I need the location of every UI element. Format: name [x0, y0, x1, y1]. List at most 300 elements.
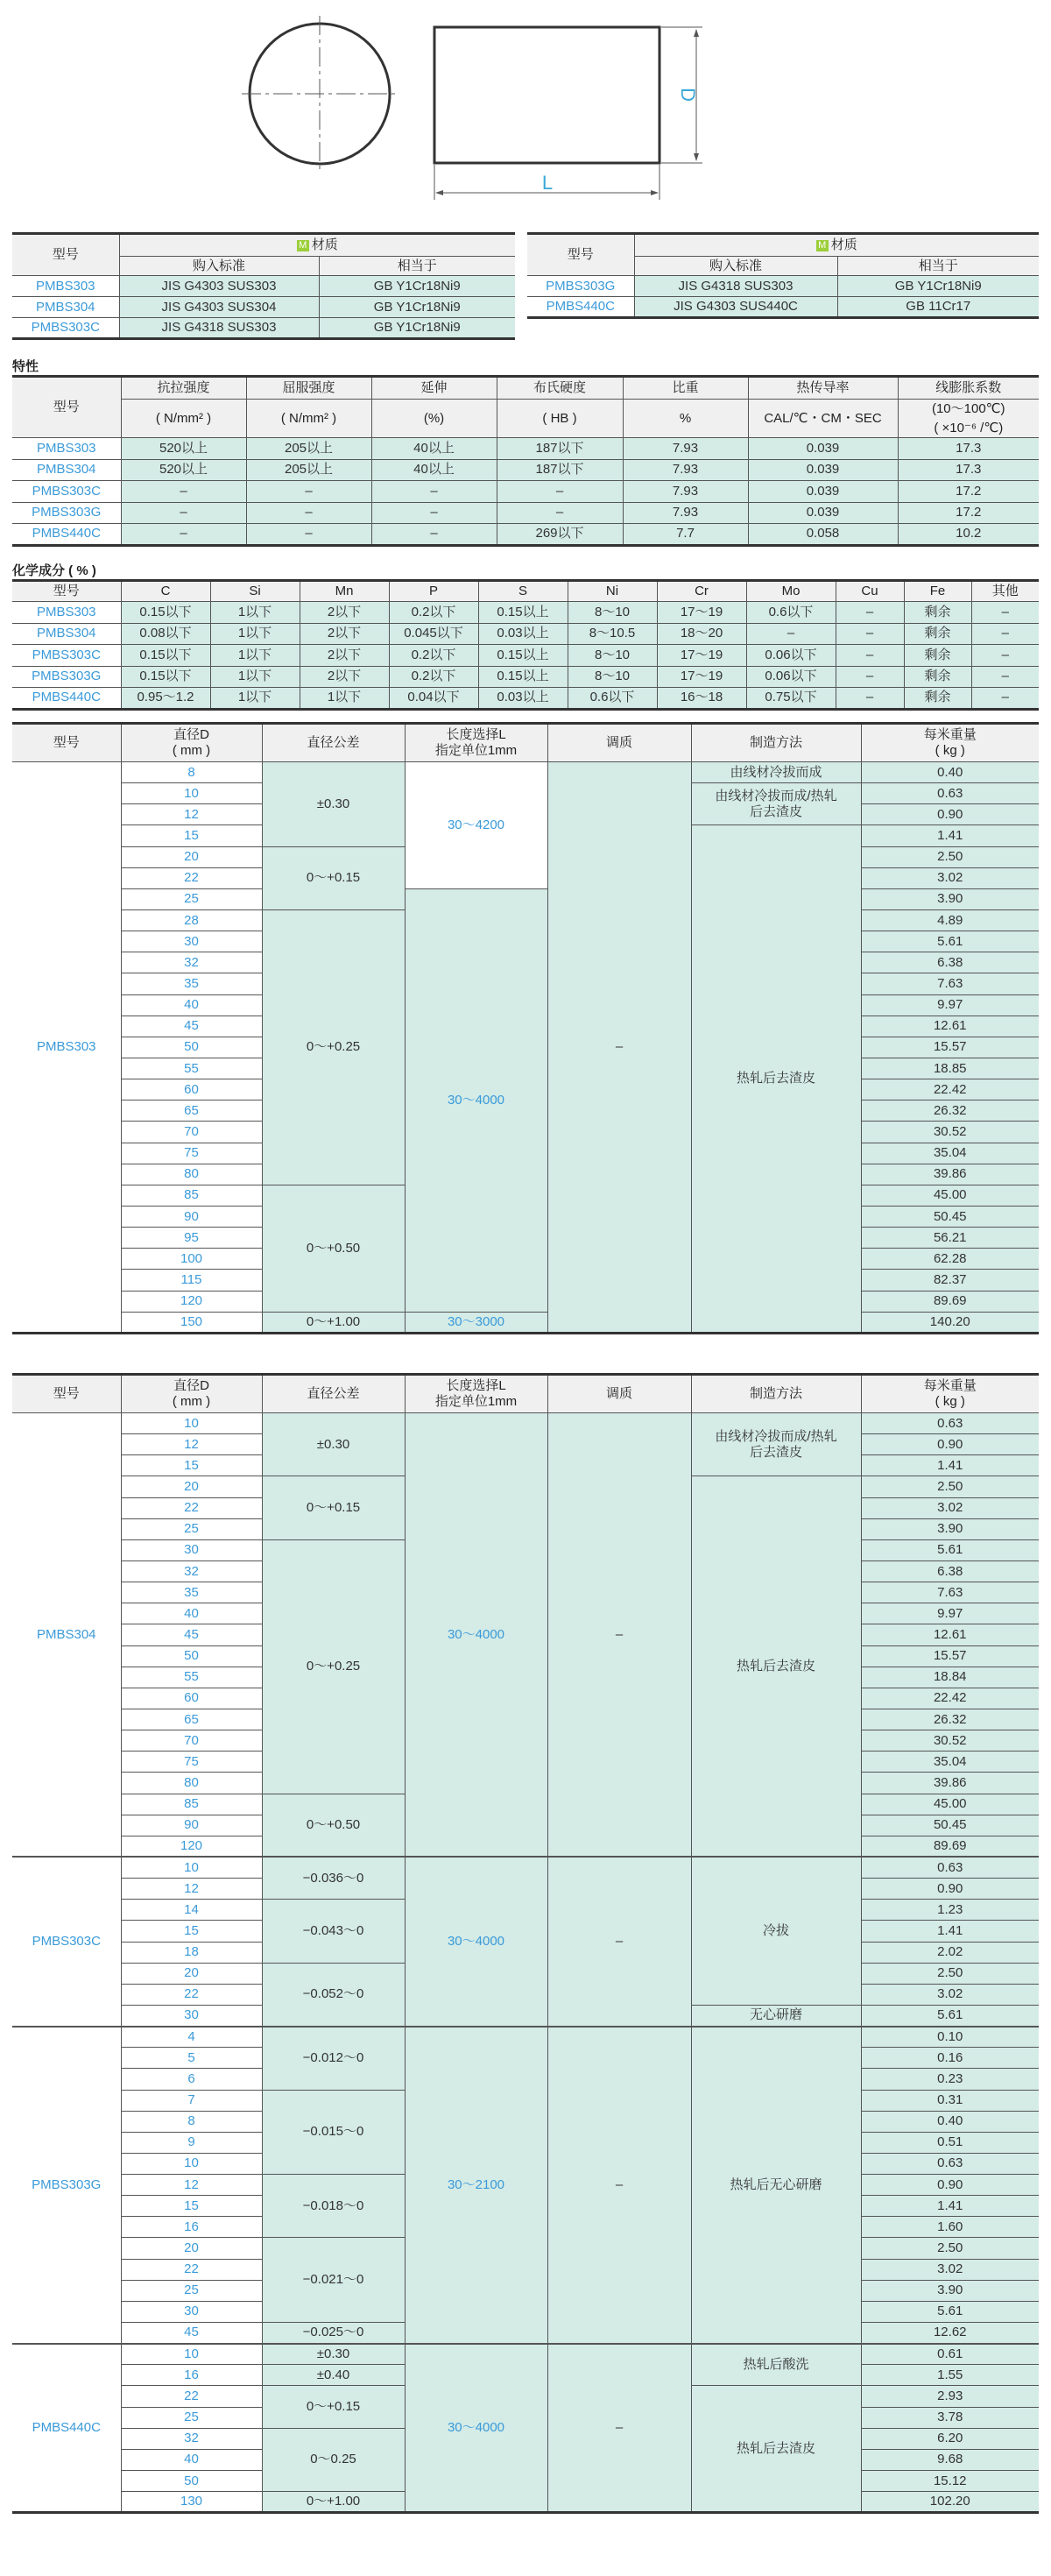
table-row: [12, 2344, 1039, 2365]
weight-cell: 39.86: [861, 1773, 1039, 1794]
weight-cell: 0.90: [861, 1434, 1039, 1455]
value-cell: 17.3: [898, 438, 1039, 460]
diameter-cell: 40: [121, 994, 262, 1016]
unit-line: (10～100℃): [931, 400, 1005, 416]
table-row: [12, 524, 1039, 546]
table-row: [12, 481, 1039, 503]
value-cell: 2以下: [300, 623, 389, 645]
diameter-cell: 75: [121, 1143, 262, 1164]
value-cell: 187以下: [497, 438, 623, 460]
value-cell: 0.03以上: [478, 688, 568, 710]
diameter-cell: 40: [121, 2449, 262, 2470]
column-header: S: [478, 581, 568, 602]
diameter-cell: 28: [121, 909, 262, 931]
value-cell: 7.93: [623, 459, 748, 481]
value-cell: –: [246, 481, 371, 503]
column-header: 型号: [12, 377, 121, 438]
value-cell: 剩余: [904, 623, 971, 645]
weight-cell: 1.23: [861, 1900, 1039, 1921]
rod-side-view: [434, 27, 660, 163]
table-row: [12, 1312, 1039, 1333]
table-row: [12, 318, 515, 339]
value-cell: –: [497, 481, 623, 503]
diameter-cell: 25: [121, 1518, 262, 1539]
diameter-cell: 130: [121, 2492, 262, 2513]
diameter-cell: 12: [121, 804, 262, 825]
temper-header-text: 调质: [605, 735, 632, 750]
dim-l-arrow-right: [651, 190, 659, 195]
diameter-cell: 150: [121, 1312, 262, 1333]
diameter-cell: 20: [121, 846, 262, 867]
diameter-cell: 15: [121, 1921, 262, 1942]
value-cell: 2以下: [300, 602, 389, 624]
diameter-header: [121, 724, 262, 762]
table-row: [12, 645, 1039, 667]
value-cell: 7.93: [623, 438, 748, 460]
diameter-cell: 15: [121, 1455, 262, 1476]
table-row: [12, 688, 1039, 710]
diameter-cell: 10: [121, 1857, 262, 1878]
value-cell: 205以上: [246, 438, 371, 460]
value-cell: 0.08以下: [121, 623, 210, 645]
value-cell: JIS G4303 SUS303: [119, 276, 319, 297]
method-header-text: 制造方法: [749, 735, 802, 750]
weight-cell: 3.78: [861, 2407, 1039, 2428]
diameter-cell: 30: [121, 1539, 262, 1560]
unit-header: ( N/mm² ): [121, 400, 246, 438]
weight-cell: 50.45: [861, 1815, 1039, 1836]
value-cell: 17～19: [657, 602, 746, 624]
length-cell: 30～2100: [405, 2027, 547, 2344]
method-cell: 由线材冷拔而成/热轧后去渣皮: [691, 1413, 861, 1476]
value-cell: 0.045以下: [389, 623, 478, 645]
column-header: Mn: [300, 581, 389, 602]
material-table-left: [12, 232, 515, 340]
model-cell: PMBS303G: [12, 2027, 121, 2344]
value-cell: 0.039: [748, 438, 898, 460]
tolerance-cell: −0.018～0: [262, 2175, 405, 2238]
weight-cell: 22.42: [861, 1079, 1039, 1100]
diameter-cell: 85: [121, 1794, 262, 1815]
tolerance-cell: −0.036～0: [262, 1857, 405, 1899]
value-cell: 剩余: [904, 688, 971, 710]
diameter-cell: 40: [121, 1603, 262, 1624]
weight-cell: 0.40: [861, 762, 1039, 783]
diameter-cell: 25: [121, 888, 262, 909]
value-cell: –: [836, 602, 904, 624]
diameter-cell: 16: [121, 2217, 262, 2238]
model-cell: PMBS304: [12, 297, 119, 318]
diameter-header-text: 直径D: [173, 1378, 209, 1393]
column-header: 线膨胀系数: [898, 377, 1039, 400]
value-cell: 8～10.5: [568, 623, 657, 645]
weight-cell: 3.90: [861, 1518, 1039, 1539]
diameter-cell: 22: [121, 1984, 262, 2005]
column-header: 布氏硬度: [497, 377, 623, 400]
column-header: Cr: [657, 581, 746, 602]
weight-cell: 4.89: [861, 909, 1039, 931]
unit-header: %: [623, 400, 748, 438]
weight-cell: 3.90: [861, 888, 1039, 909]
value-cell: 520以上: [121, 459, 246, 481]
weight-cell: 5.61: [861, 2301, 1039, 2322]
model-cell: PMBS440C: [12, 524, 121, 546]
diameter-cell: 45: [121, 1624, 262, 1645]
tolerance-header: [262, 724, 405, 762]
model-header: 型号: [12, 234, 119, 276]
weight-cell: 89.69: [861, 1836, 1039, 1857]
diameter-cell: 22: [121, 2386, 262, 2407]
model-cell: PMBS303C: [12, 1857, 121, 2026]
model-cell: PMBS303: [12, 276, 119, 297]
value-cell: 1以下: [210, 602, 300, 624]
weight-cell: 35.04: [861, 1752, 1039, 1773]
value-cell: –: [246, 524, 371, 546]
diameter-cell: 22: [121, 1497, 262, 1518]
value-cell: 0.6以下: [746, 602, 836, 624]
tolerance-cell: ±0.30: [262, 1413, 405, 1476]
diameter-cell: 22: [121, 867, 262, 888]
table-row: [527, 276, 1039, 297]
column-header: 屈服强度: [246, 377, 371, 400]
temper-header: [547, 724, 691, 762]
value-cell: 0.15以上: [478, 666, 568, 688]
diameter-header-unit: ( mm ): [172, 743, 211, 758]
diameter-cell: 65: [121, 1709, 262, 1730]
value-cell: 剩余: [904, 602, 971, 624]
size-table-303: [12, 722, 1039, 1334]
value-cell: –: [836, 666, 904, 688]
model-header: [12, 1375, 121, 1413]
model-cell: PMBS304: [12, 623, 121, 645]
diameter-cell: 55: [121, 1058, 262, 1079]
value-cell: 269以下: [497, 524, 623, 546]
tolerance-cell: −0.043～0: [262, 1900, 405, 1963]
weight-cell: 18.85: [861, 1058, 1039, 1079]
value-cell: 0.039: [748, 481, 898, 503]
weight-cell: 15.57: [861, 1037, 1039, 1058]
weight-cell: 7.63: [861, 973, 1039, 994]
diameter-cell: 50: [121, 2471, 262, 2492]
tolerance-header: [262, 1375, 405, 1413]
weight-cell: 89.69: [861, 1291, 1039, 1312]
column-header: Cu: [836, 581, 904, 602]
method-cell: 无心研磨: [691, 2005, 861, 2026]
table-row: [12, 2027, 1039, 2048]
value-cell: –: [971, 688, 1039, 710]
table-row: [12, 762, 1039, 783]
value-cell: 0.15以上: [478, 645, 568, 667]
length-cell: 30～4000: [405, 888, 547, 1312]
method-cell: 由线材冷拔而成: [691, 762, 861, 783]
diameter-cell: 12: [121, 2175, 262, 2196]
diameter-cell: 55: [121, 1667, 262, 1688]
weight-cell: 0.90: [861, 1879, 1039, 1900]
diameter-header-text: 直径D: [173, 727, 209, 742]
table-row: [12, 602, 1039, 624]
weight-cell: 3.90: [861, 2280, 1039, 2301]
model-cell: PMBS303G: [12, 666, 121, 688]
value-cell: 0.15以下: [121, 666, 210, 688]
dim-l-arrow-left: [435, 190, 443, 195]
weight-cell: 3.02: [861, 1984, 1039, 2005]
tolerance-header-text: 直径公差: [307, 735, 360, 750]
diameter-cell: 15: [121, 2196, 262, 2217]
value-cell: JIS G4318 SUS303: [119, 318, 319, 339]
weight-cell: 0.40: [861, 2111, 1039, 2132]
value-cell: –: [971, 666, 1039, 688]
value-cell: –: [971, 602, 1039, 624]
column-header: Si: [210, 581, 300, 602]
value-cell: 187以下: [497, 459, 623, 481]
diameter-cell: 10: [121, 783, 262, 804]
length-cell: 30～4200: [405, 762, 547, 889]
diameter-cell: 22: [121, 2259, 262, 2280]
value-cell: 0.75以下: [746, 688, 836, 710]
tolerance-cell: 0～+0.25: [262, 1539, 405, 1794]
weight-cell: 9.97: [861, 1603, 1039, 1624]
unit-header: [898, 400, 1039, 438]
diameter-cell: 120: [121, 1291, 262, 1312]
material-table-right: [527, 232, 1039, 319]
tolerance-header-text: 直径公差: [307, 1386, 360, 1401]
diameter-cell: 75: [121, 1752, 262, 1773]
value-cell: 0.03以上: [478, 623, 568, 645]
value-cell: –: [121, 502, 246, 524]
weight-cell: 5.61: [861, 2005, 1039, 2026]
weight-cell: 0.51: [861, 2132, 1039, 2153]
weight-cell: 0.61: [861, 2344, 1039, 2365]
method-cell: 热轧后去渣皮: [691, 2386, 861, 2513]
value-cell: 0.15以下: [121, 645, 210, 667]
value-cell: 0.06以下: [746, 645, 836, 667]
value-cell: 520以上: [121, 438, 246, 460]
method-header: [691, 724, 861, 762]
diameter-cell: 50: [121, 1037, 262, 1058]
diameter-header: [121, 1375, 262, 1413]
weight-cell: 62.28: [861, 1249, 1039, 1270]
table-row: [12, 459, 1039, 481]
value-cell: 1以下: [210, 688, 300, 710]
weight-header-unit: ( kg ): [935, 1394, 965, 1409]
value-cell: –: [121, 524, 246, 546]
length-header: [405, 1375, 547, 1413]
temper-header-text: 调质: [605, 1386, 632, 1401]
weight-cell: 0.63: [861, 2153, 1039, 2174]
value-cell: GB Y1Cr18Ni9: [319, 318, 515, 339]
diameter-cell: 30: [121, 2005, 262, 2026]
diameter-cell: 30: [121, 2301, 262, 2322]
diameter-cell: 25: [121, 2280, 262, 2301]
weight-cell: 6.38: [861, 1560, 1039, 1582]
tolerance-cell: 0～+1.00: [262, 2492, 405, 2513]
unit-header: (%): [371, 400, 497, 438]
material-badge-icon: M: [297, 240, 309, 251]
props-table: [12, 375, 1039, 547]
tolerance-cell: 0～0.25: [262, 2428, 405, 2491]
diameter-cell: 35: [121, 1582, 262, 1603]
temper-cell: –: [547, 2027, 691, 2344]
props-title: 特性: [12, 359, 39, 374]
std-header: 购入标准: [634, 257, 837, 276]
diameter-cell: 25: [121, 2407, 262, 2428]
tolerance-cell: 0～+0.15: [262, 846, 405, 909]
unit-header: ( HB ): [497, 400, 623, 438]
value-cell: 0.039: [748, 459, 898, 481]
weight-cell: 5.61: [861, 1539, 1039, 1560]
value-cell: –: [246, 502, 371, 524]
weight-cell: 1.41: [861, 1455, 1039, 1476]
diameter-cell: 15: [121, 825, 262, 846]
table-row: [12, 1857, 1039, 1878]
diameter-cell: 80: [121, 1773, 262, 1794]
chem-title: 化学成分 ( % ): [12, 563, 96, 578]
dim-d-arrow-top: [694, 29, 699, 37]
temper-header: [547, 1375, 691, 1413]
tolerance-cell: ±0.30: [262, 762, 405, 847]
method-cell: 由线材冷拔而成/热轧后去渣皮: [691, 783, 861, 825]
diameter-cell: 8: [121, 2111, 262, 2132]
value-cell: 1以下: [300, 688, 389, 710]
value-cell: 17～19: [657, 666, 746, 688]
value-cell: 205以上: [246, 459, 371, 481]
tolerance-cell: −0.012～0: [262, 2027, 405, 2090]
diameter-cell: 45: [121, 1016, 262, 1037]
weight-cell: 56.21: [861, 1228, 1039, 1249]
table-row: [12, 276, 515, 297]
weight-header-unit: ( kg ): [935, 743, 965, 758]
value-cell: 17.2: [898, 481, 1039, 503]
weight-cell: 15.12: [861, 2471, 1039, 2492]
size-table-others: [12, 1373, 1039, 2514]
diameter-cell: 20: [121, 2238, 262, 2259]
value-cell: –: [836, 645, 904, 667]
value-cell: 18～20: [657, 623, 746, 645]
diameter-cell: 10: [121, 1413, 262, 1434]
diameter-cell: 115: [121, 1270, 262, 1291]
value-cell: 0.95～1.2: [121, 688, 210, 710]
table-row: [12, 888, 1039, 909]
value-cell: –: [371, 502, 497, 524]
value-cell: 0.2以下: [389, 645, 478, 667]
material-header: M 材质: [119, 234, 515, 257]
table-row: [12, 666, 1039, 688]
weight-cell: 22.42: [861, 1688, 1039, 1709]
model-cell: PMBS303: [12, 438, 121, 460]
weight-cell: 50.45: [861, 1206, 1039, 1227]
length-cell: 30～4000: [405, 2344, 547, 2513]
length-header-unit: 指定单位1mm: [434, 1394, 518, 1409]
model-cell: PMBS303G: [527, 276, 634, 297]
model-cell: PMBS304: [12, 1413, 121, 1858]
value-cell: –: [121, 481, 246, 503]
weight-cell: 5.61: [861, 931, 1039, 952]
value-cell: 16～18: [657, 688, 746, 710]
material-header: M 材质: [634, 234, 1039, 257]
diameter-cell: 80: [121, 1164, 262, 1185]
weight-cell: 0.63: [861, 783, 1039, 804]
column-header: 抗拉强度: [121, 377, 246, 400]
model-cell: PMBS303C: [12, 645, 121, 667]
length-cell: 30～4000: [405, 1413, 547, 1858]
diameter-cell: 12: [121, 1434, 262, 1455]
value-cell: 0.04以下: [389, 688, 478, 710]
diameter-cell: 14: [121, 1900, 262, 1921]
tolerance-cell: −0.052～0: [262, 1963, 405, 2026]
weight-cell: 30.52: [861, 1730, 1039, 1752]
diameter-cell: 90: [121, 1206, 262, 1227]
weight-cell: 1.60: [861, 2217, 1039, 2238]
diameter-cell: 95: [121, 1228, 262, 1249]
weight-cell: 140.20: [861, 1312, 1039, 1333]
diameter-cell: 8: [121, 762, 262, 783]
length-header-text: 长度选择L: [446, 727, 506, 742]
value-cell: JIS G4303 SUS304: [119, 297, 319, 318]
value-cell: GB 11Cr17: [837, 297, 1039, 318]
table-row: [527, 297, 1039, 318]
value-cell: 0.2以下: [389, 666, 478, 688]
value-cell: JIS G4303 SUS440C: [634, 297, 837, 318]
value-cell: 1以下: [210, 623, 300, 645]
weight-cell: 102.20: [861, 2492, 1039, 2513]
value-cell: 剩余: [904, 666, 971, 688]
column-header: Ni: [568, 581, 657, 602]
value-cell: 8～10: [568, 645, 657, 667]
value-cell: –: [371, 524, 497, 546]
model-cell: PMBS440C: [527, 297, 634, 318]
value-cell: 10.2: [898, 524, 1039, 546]
weight-cell: 0.90: [861, 804, 1039, 825]
model-cell: PMBS303: [12, 762, 121, 1334]
tolerance-cell: 0～+0.15: [262, 2386, 405, 2428]
diameter-cell: 9: [121, 2132, 262, 2153]
dim-l-label: L: [541, 172, 554, 194]
diameter-cell: 60: [121, 1688, 262, 1709]
diameter-cell: 16: [121, 2365, 262, 2386]
diameter-cell: 7: [121, 2090, 262, 2111]
weight-cell: 1.41: [861, 1921, 1039, 1942]
value-cell: 0.06以下: [746, 666, 836, 688]
diameter-cell: 100: [121, 1249, 262, 1270]
value-cell: 8～10: [568, 602, 657, 624]
tolerance-cell: 0～+0.15: [262, 1476, 405, 1539]
weight-header-text: 每米重量: [923, 1378, 977, 1393]
temper-cell: –: [547, 1857, 691, 2026]
diameter-cell: 10: [121, 2153, 262, 2174]
unit-header: ( N/mm² ): [246, 400, 371, 438]
weight-cell: 9.97: [861, 994, 1039, 1016]
diameter-cell: 4: [121, 2027, 262, 2048]
value-cell: 17.2: [898, 502, 1039, 524]
value-cell: 0.6以下: [568, 688, 657, 710]
temper-cell: –: [547, 762, 691, 1334]
tolerance-cell: −0.015～0: [262, 2090, 405, 2175]
value-cell: 0.15以下: [121, 602, 210, 624]
dim-d-label: D: [677, 88, 699, 102]
model-cell: PMBS303C: [12, 318, 119, 339]
value-cell: 0.058: [748, 524, 898, 546]
temper-cell: –: [547, 2344, 691, 2513]
value-cell: GB Y1Cr18Ni9: [319, 297, 515, 318]
diameter-cell: 32: [121, 2428, 262, 2449]
model-cell: PMBS303: [12, 602, 121, 624]
dim-d-arrow-bot: [694, 153, 699, 161]
column-header: Fe: [904, 581, 971, 602]
value-cell: GB Y1Cr18Ni9: [319, 276, 515, 297]
value-cell: –: [371, 481, 497, 503]
value-cell: 0.2以下: [389, 602, 478, 624]
rod-drawing: [0, 0, 1051, 210]
